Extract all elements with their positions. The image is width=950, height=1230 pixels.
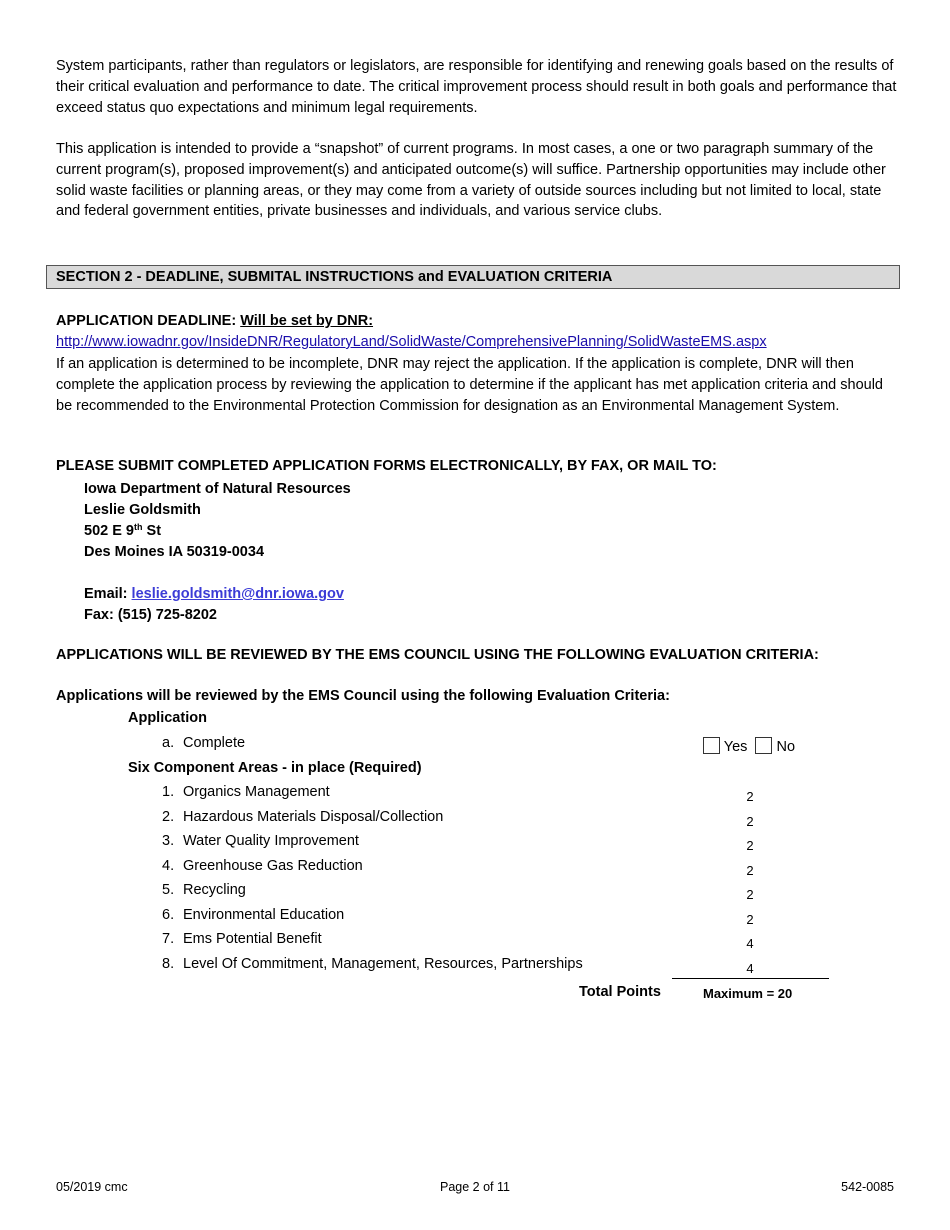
footer-date: 05/2019 cmc — [56, 1180, 128, 1194]
criterion-label: Ems Potential Benefit — [183, 931, 322, 947]
criterion-number: 8. — [162, 956, 175, 972]
no-checkbox[interactable] — [755, 737, 772, 754]
application-label: Application — [128, 710, 207, 726]
criterion-label: Greenhouse Gas Reduction — [183, 858, 363, 874]
footer-form-number: 542-0085 — [841, 1180, 894, 1194]
email-link[interactable]: leslie.goldsmith@dnr.iowa.gov — [131, 586, 344, 602]
address-street-superscript: th — [134, 522, 143, 532]
address-street-suffix: St — [142, 523, 162, 539]
criterion-label: Hazardous Materials Disposal/Collection — [183, 809, 444, 825]
criterion-points: 2 — [746, 838, 754, 853]
address-org: Iowa Department of Natural Resources — [84, 481, 351, 497]
fax-line: Fax: (515) 725-8202 — [84, 607, 217, 623]
deadline-line — [56, 313, 373, 329]
criterion-label: Organics Management — [183, 784, 330, 800]
intro-paragraph-2: This application is intended to provide a “snapshot” of current programs. In most cases, a one or two paragraph summary of the current program(s), proposed improvement(s) and anticipated outcome(s) will suffice. Partnership opportunities may include other solid waste facilities or planning areas, or they may come from a variety of outside sources including but not limited to local, state and federal government entities, private businesses and individuals, and various service clubs. — [56, 141, 886, 220]
criterion-label: Environmental Education — [183, 907, 345, 923]
complete-options — [703, 737, 795, 755]
intro-paragraph-1: System participants, rather than regulators or legislators, are responsible for identifying and renewing goals based on the results of their critical evaluation and performance to date. The critical improvement process should result in both goals and performance that exceed status quo expectations and minimum legal requirements. — [56, 58, 897, 116]
criterion-points: 2 — [746, 887, 754, 902]
evaluation-heading: Applications will be reviewed by the EMS Council using the following Evaluation Criteria: — [56, 688, 670, 704]
criterion-number: 1. — [162, 784, 175, 800]
total-points-label: Total Points — [579, 984, 661, 1000]
criterion-label: Level Of Commitment, Management, Resources, Partnerships — [183, 956, 583, 972]
address-city: Des Moines IA 50319-0034 — [84, 544, 265, 560]
criterion-points: 4 — [746, 936, 754, 951]
address-street — [84, 521, 161, 542]
yes-checkbox[interactable] — [703, 737, 720, 754]
evaluation-heading-caps: APPLICATIONS WILL BE REVIEWED BY THE EMS COUNCIL USING THE FOLLOWING EVALUATION CRITERIA: — [56, 647, 819, 663]
incomplete-paragraph: If an application is determined to be incomplete, DNR may reject the application. If the application is complete, DNR will then complete the application process by reviewing the application to determine if the applicant has met application criteria and should be recommended to the Environmental Protection Commission for designation as an Environmental Management System. — [56, 356, 883, 414]
address-street-number: 502 E 9 — [84, 523, 134, 539]
submit-heading: PLEASE SUBMIT COMPLETED APPLICATION FORMS ELECTRONICALLY, BY FAX, OR MAIL TO: — [56, 458, 717, 474]
criterion-number: 7. — [162, 931, 175, 947]
deadline-label: APPLICATION DEADLINE: — [56, 313, 237, 329]
email-line — [84, 584, 344, 605]
deadline-value: Will be set by DNR: — [240, 313, 374, 329]
section-2-header: SECTION 2 - DEADLINE, SUBMITAL INSTRUCTIONS and EVALUATION CRITERIA — [46, 265, 900, 289]
no-label: No — [776, 739, 796, 755]
footer-page-number: Page 2 of 11 — [440, 1180, 510, 1194]
components-label: Six Component Areas - in place (Required) — [128, 760, 422, 776]
yes-label: Yes — [723, 739, 748, 755]
criterion-number: 6. — [162, 907, 175, 923]
criterion-points: 2 — [746, 863, 754, 878]
criterion-number: 5. — [162, 882, 175, 898]
criterion-number: 2. — [162, 809, 175, 825]
criterion-number: 3. — [162, 833, 175, 849]
criterion-points: 2 — [746, 912, 754, 927]
complete-label: Complete — [183, 735, 246, 751]
criterion-label: Recycling — [183, 882, 246, 898]
criterion-points: 2 — [746, 789, 754, 804]
deadline-url-link[interactable]: http://www.iowadnr.gov/InsideDNR/RegulatoryLand/SolidWaste/ComprehensivePlanning/SolidWasteEMS.aspx — [56, 334, 767, 350]
complete-number: a. — [162, 735, 175, 751]
address-contact: Leslie Goldsmith — [84, 502, 201, 518]
criterion-points: 4 — [746, 961, 754, 976]
total-points-value: Maximum = 20 — [703, 986, 793, 1001]
email-label: Email: — [84, 586, 132, 602]
criterion-points: 2 — [746, 814, 754, 829]
total-divider — [672, 978, 829, 979]
criterion-number: 4. — [162, 858, 175, 874]
criterion-label: Water Quality Improvement — [183, 833, 359, 849]
